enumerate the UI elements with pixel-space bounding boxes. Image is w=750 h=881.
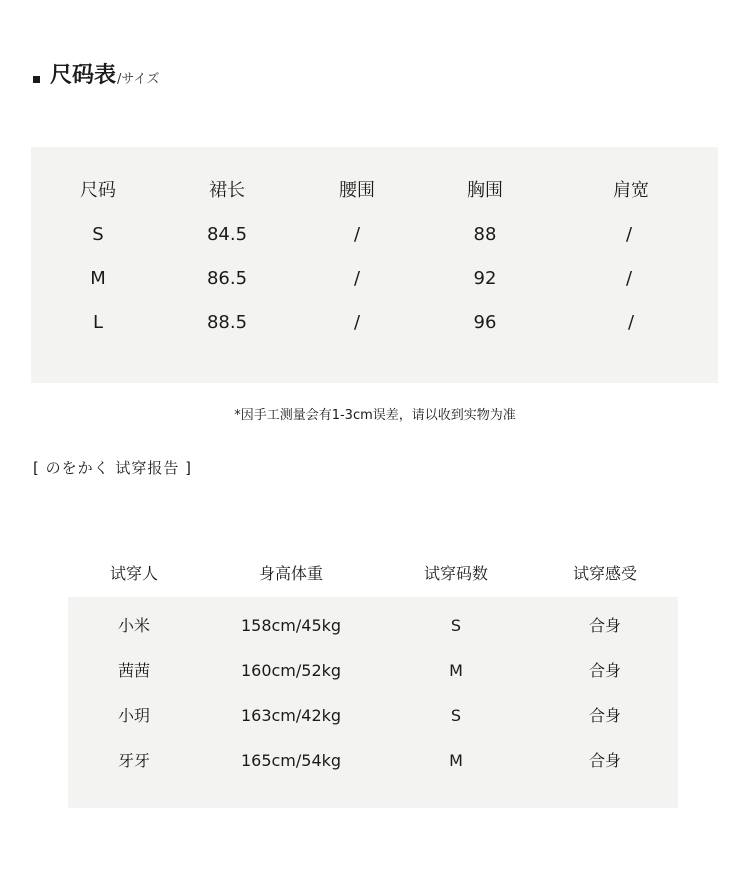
header-size-tried: 试穿码数 bbox=[423, 564, 489, 583]
cell-size-tried: S bbox=[450, 616, 462, 635]
cell-waist: / bbox=[353, 224, 361, 245]
cell-tester: 小玥 bbox=[117, 706, 151, 725]
cell-bust: 88 bbox=[473, 224, 497, 245]
cell-feeling: 合身 bbox=[588, 661, 622, 680]
header-bust: 胸围 bbox=[467, 180, 503, 201]
fitting-table-header bbox=[0, 560, 750, 588]
cell-shoulder: / bbox=[625, 268, 633, 289]
table-row bbox=[0, 747, 750, 775]
cell-size: S bbox=[92, 224, 104, 245]
header-shoulder: 肩宽 bbox=[613, 180, 649, 201]
table-row bbox=[0, 702, 750, 730]
bullet-square-icon bbox=[33, 76, 40, 83]
cell-feeling: 合身 bbox=[588, 751, 622, 770]
table-row bbox=[31, 221, 718, 249]
cell-size-tried: M bbox=[449, 661, 463, 680]
cell-size-tried: M bbox=[449, 751, 463, 770]
table-row bbox=[0, 612, 750, 640]
size-table-header bbox=[31, 177, 718, 205]
cell-length: 86.5 bbox=[206, 268, 248, 289]
cell-shoulder: / bbox=[625, 224, 633, 245]
cell-bust: 96 bbox=[473, 312, 497, 333]
cell-size: M bbox=[90, 268, 106, 289]
cell-waist: / bbox=[353, 312, 361, 333]
header-feeling: 试穿感受 bbox=[572, 564, 638, 583]
header-size: 尺码 bbox=[80, 180, 116, 201]
cell-tester: 牙牙 bbox=[117, 751, 151, 770]
cell-length: 84.5 bbox=[206, 224, 248, 245]
cell-bust: 92 bbox=[473, 268, 497, 289]
table-row bbox=[31, 265, 718, 293]
cell-tester: 小米 bbox=[117, 616, 151, 635]
fitting-report-label: [ のをかく 试穿报告 ] bbox=[33, 459, 193, 477]
cell-height-weight: 165cm/54kg bbox=[240, 751, 342, 770]
header-height-weight: 身高体重 bbox=[258, 564, 324, 583]
table-row bbox=[31, 309, 718, 337]
cell-height-weight: 160cm/52kg bbox=[240, 661, 342, 680]
cell-size-tried: S bbox=[450, 706, 462, 725]
size-table bbox=[31, 147, 718, 383]
title-sub: /サイズ bbox=[117, 72, 160, 87]
cell-waist: / bbox=[353, 268, 361, 289]
cell-size: L bbox=[92, 312, 104, 333]
page-title bbox=[33, 62, 159, 90]
cell-feeling: 合身 bbox=[588, 706, 622, 725]
table-row bbox=[0, 657, 750, 685]
cell-height-weight: 158cm/45kg bbox=[240, 616, 342, 635]
cell-tester: 茜茜 bbox=[117, 661, 151, 680]
cell-shoulder: / bbox=[627, 312, 635, 333]
cell-height-weight: 163cm/42kg bbox=[240, 706, 342, 725]
header-tester: 试穿人 bbox=[109, 564, 159, 583]
header-length: 裙长 bbox=[209, 180, 245, 201]
header-waist: 腰围 bbox=[339, 180, 375, 201]
cell-length: 88.5 bbox=[206, 312, 248, 333]
title-main: 尺码表 bbox=[50, 63, 117, 88]
measurement-note: *因手工测量会有1-3cm误差，请以收到实物为准 bbox=[234, 408, 516, 423]
cell-feeling: 合身 bbox=[588, 616, 622, 635]
